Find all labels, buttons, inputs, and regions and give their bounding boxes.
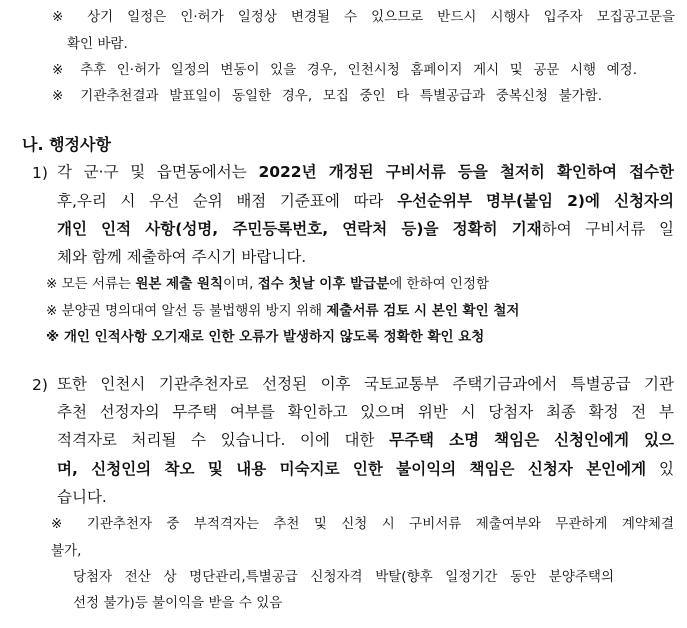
item1-line3-text: 하여 구비서류 일 — [541, 220, 674, 238]
item1-note1-d: 접수 첫날 이후 발급분 — [257, 276, 390, 292]
item2-number: 2) — [32, 376, 48, 394]
item1-number: 1) — [32, 164, 48, 182]
item1-note1-b: 원본 제출 원칙 — [135, 276, 224, 292]
item2-line5: 습니다. — [57, 488, 107, 506]
item1-line4: 체와 함께 제출하여 주시기 바랍니다. — [57, 248, 307, 266]
note-schedule-change-cont: 확인 바람. — [67, 36, 128, 52]
item2-line3-bold: 무주택 소명 책임은 신청인에게 있으 — [389, 431, 674, 449]
item1-line3-bold: 개인 인적 사항(성명, 주민등록번호, 연락처 등)을 정확히 기재 — [57, 220, 542, 238]
item2-line2: 추천 선정자의 무주택 여부를 확인하고 있으며 위반 시 당첨자 최종 확정 전 부 — [57, 403, 674, 421]
item1-line1-text: 각 군·구 및 읍면동에서는 — [57, 163, 259, 181]
item1-line1-bold: 2022년 개정된 구비서류 등을 철저히 확인하여 접수한 — [258, 163, 675, 181]
note-schedule-variation: ※ 추후 인·허가 일정의 변동이 있을 경우, 인천시청 홈페이지 게시 및 공문 시행 예정. — [52, 62, 637, 78]
note-schedule-change: ※ 상기 일정은 인·허가 일정상 변경될 수 있으므로 반드시 시행사 입주자 모집공고문을 — [52, 9, 675, 25]
item1-note1-a: ※ 모든 서류는 — [46, 276, 136, 292]
item2-line4-text: 있 — [646, 460, 674, 478]
item2-note-line3: 당첨자 전산 상 명단관리,특별공급 신청자격 박탈(향후 일정기간 동안 분양주택의 — [73, 569, 614, 585]
item2-line3 — [57, 433, 674, 449]
section-title: 나. 행정사항 — [22, 135, 111, 154]
item2-note-line1: ※ 기관추천자 중 부적격자는 추천 및 신청 시 구비서류 제출여부와 무관하게 계약체결 — [51, 516, 674, 532]
item1-note-accuracy: ※ 개인 인적사항 오기재로 인한 오류가 발생하지 않도록 정확한 확인 요청 — [46, 329, 485, 345]
note-duplicate-application: ※ 기관추천결과 발표일이 동일한 경우, 모집 중인 타 특별공급과 중복신청 불가함. — [52, 88, 602, 104]
item1-line2-text: 후,우리 시 우선 순위 배점 기준표에 따라 — [57, 192, 398, 210]
item1-line2 — [57, 194, 674, 210]
item1-note-identity-check — [46, 305, 519, 319]
item1-note2-b: 제출서류 검토 시 본인 확인 철저 — [326, 303, 520, 319]
item1-line3 — [57, 222, 674, 238]
item1-line1 — [57, 165, 674, 181]
item2-line1: 또한 인천시 기관추천자로 선정된 이후 국토교통부 주택기금과에서 특별공급 기관 — [57, 375, 674, 393]
item1-line2-bold: 우선순위부 명부(붙임 2)에 신청자의 — [397, 192, 674, 210]
item1-note1-c: 이며, — [223, 276, 258, 292]
item1-note1-e: 에 한하여 인정함 — [389, 276, 490, 292]
item2-note-line4: 선정 불가)등 불이익을 받을 수 있음 — [73, 595, 283, 611]
item1-note2-a: ※ 분양권 명의대여 알선 등 불법행위 방지 위해 — [46, 303, 327, 319]
item2-line4-bold: 며, 신청인의 착오 및 내용 미숙지로 인한 불이익의 책임은 신청자 본인에게 — [57, 460, 647, 478]
item2-note-line2: 불가, — [51, 543, 82, 559]
item2-line3-text: 적격자로 처리될 수 있습니다. 이에 대한 — [57, 431, 390, 449]
item1-note-original-docs — [46, 278, 489, 292]
item2-line4 — [57, 462, 674, 478]
